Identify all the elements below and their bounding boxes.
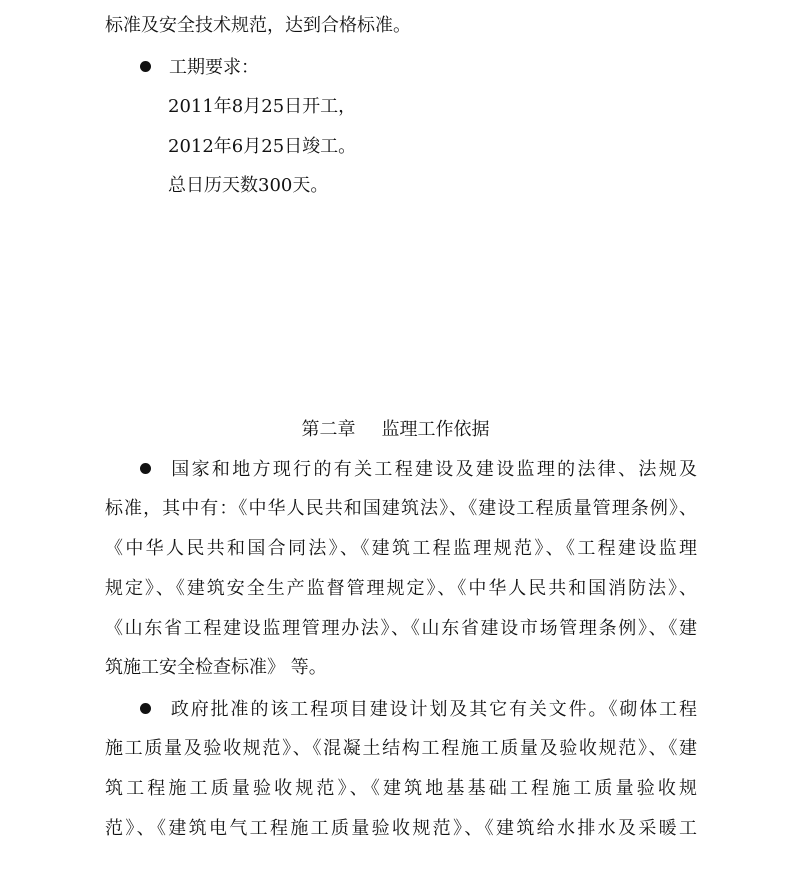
paragraph-line: 规定》、《建筑安全生产监督管理规定》、《中华人民共和国消防法》、 <box>105 578 697 599</box>
bullet-icon <box>140 463 151 474</box>
schedule-finish: 2012年6月25日竣工。 <box>168 136 357 157</box>
paragraph-line: 筑工程施工质量验收规范》、《建筑地基基础工程施工质量验收规 <box>105 778 697 799</box>
chapter-title: 监理工作依据 <box>381 419 490 440</box>
paragraph-line: 标准，其中有：《中华人民共和国建筑法》、《建设工程质量管理条例》、 <box>105 498 697 519</box>
chapter-number: 第二章 <box>301 419 356 440</box>
schedule-start: 2011年8月25日开工， <box>168 96 357 117</box>
bullet-icon <box>140 61 151 72</box>
chapter-heading <box>0 418 791 442</box>
bullet-icon <box>140 703 151 714</box>
paragraph-line: 范》、《建筑电气工程施工质量验收规范》、《建筑给水排水及采暖工 <box>105 818 697 839</box>
paragraph-line-text: 政府批准的该工程项目建设计划及其它有关文件。《砌体工程 <box>169 699 697 720</box>
paragraph-line: 《中华人民共和国合同法》、《建筑工程监理规范》、《工程建设监理 <box>105 538 697 559</box>
paragraph-line <box>140 458 697 482</box>
intro-tail-line: 标准及安全技术规范，达到合格标准。 <box>105 15 411 36</box>
schedule-total: 总日历天数300天。 <box>168 175 329 196</box>
schedule-heading-text: 工期要求： <box>169 57 259 78</box>
paragraph-line-text: 国家和地方现行的有关工程建设及建设监理的法律、法规及 <box>169 459 697 480</box>
paragraph-line: 施工质量及验收规范》、《混凝土结构工程施工质量及验收规范》、《建 <box>105 738 697 759</box>
paragraph-line <box>140 698 697 722</box>
paragraph-line: 《山东省工程建设监理管理办法》、《山东省建设市场管理条例》、《建 <box>105 618 697 639</box>
schedule-heading <box>140 56 259 80</box>
paragraph-line: 筑施工安全检查标准》 等。 <box>105 657 327 678</box>
